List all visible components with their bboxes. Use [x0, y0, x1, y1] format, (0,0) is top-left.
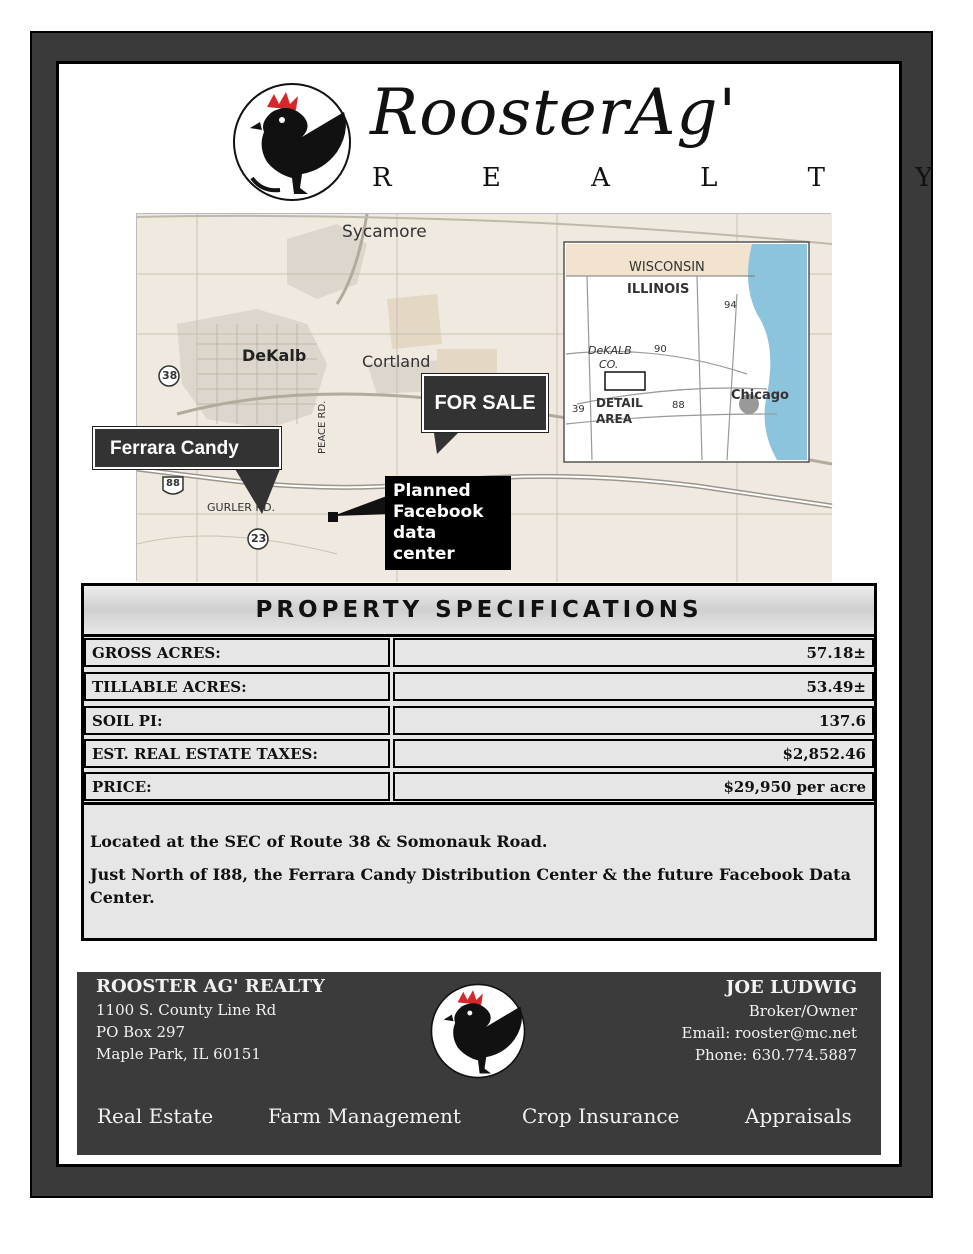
route-88-shield: 88: [166, 478, 180, 489]
inset-label-wisconsin: WISCONSIN: [629, 260, 705, 275]
facebook-line-2: Facebook: [393, 502, 484, 522]
address-line-1: 1100 S. County Line Rd: [96, 1001, 277, 1019]
spec-value: 53.49±: [393, 672, 874, 701]
ferrara-candy-text: Ferrara Candy: [110, 438, 239, 459]
spec-row-gross-acres: [84, 638, 874, 669]
inset-hwy-88: 88: [672, 400, 685, 411]
spec-value: $29,950 per acre: [393, 772, 874, 801]
spec-label: SOIL PI:: [84, 706, 390, 735]
map-label-sycamore: Sycamore: [342, 222, 427, 242]
inset-label-detail-2: AREA: [596, 412, 633, 426]
inset-label-chicago: Chicago: [731, 388, 789, 403]
description-location: Located at the SEC of Route 38 & Somonauk Road.: [90, 832, 548, 851]
route-23-shield: 23: [251, 532, 267, 545]
inset-label-dekalb-co-1: DeKALB: [588, 344, 632, 357]
inset-hwy-39: 39: [572, 404, 585, 415]
specs-header: [84, 586, 874, 637]
spec-row-taxes: [84, 739, 874, 770]
spec-value: 137.6: [393, 706, 874, 735]
spec-row-price: [84, 772, 874, 803]
specs-title: PROPERTY SPECIFICATIONS: [255, 597, 703, 623]
map-label-cortland: Cortland: [362, 352, 431, 371]
for-sale-callout: FOR SALE: [422, 374, 548, 432]
map-label-peace-rd: PEACE RD.: [317, 400, 328, 454]
agent-email: Email: rooster@mc.net: [681, 1024, 857, 1042]
specs-description: [90, 830, 860, 919]
agent-phone: Phone: 630.774.5887: [694, 1046, 857, 1064]
inset-hwy-94: 94: [724, 300, 737, 311]
facebook-line-3: data center: [393, 523, 455, 564]
service-crop-insurance: Crop Insurance: [522, 1104, 680, 1128]
address-line-2: PO Box 297: [96, 1023, 186, 1041]
description-nearby: Just North of I88, the Ferrara Candy Distribution Center & the future Facebook Data Center.: [90, 865, 851, 907]
company-name: ROOSTER AG' REALTY: [96, 976, 325, 997]
facebook-line-1: Planned: [393, 481, 471, 501]
inset-label-illinois: ILLINOIS: [627, 282, 690, 297]
spec-row-soil-pi: [84, 706, 874, 737]
brand-subtitle: R E A L T Y: [372, 163, 973, 193]
location-map: [110, 213, 831, 581]
spec-label: PRICE:: [84, 772, 390, 801]
spec-row-tillable-acres: [84, 672, 874, 703]
service-real-estate: Real Estate: [97, 1104, 214, 1128]
spec-value: 57.18±: [393, 638, 874, 667]
service-appraisals: Appraisals: [745, 1104, 852, 1128]
address-line-3: Maple Park, IL 60151: [96, 1045, 261, 1063]
agent-name: JOE LUDWIG: [725, 977, 857, 998]
agent-contact-block: [682, 976, 858, 1066]
services-list: [77, 1104, 881, 1134]
specs-divider: [84, 802, 874, 805]
inset-hwy-90: 90: [654, 344, 667, 355]
brand-title: RoosterAg': [370, 76, 738, 150]
route-38-shield: 38: [162, 369, 178, 382]
inset-label-dekalb-co-2: CO.: [599, 358, 619, 371]
inset-label-detail-1: DETAIL: [596, 396, 643, 410]
spec-value: $2,852.46: [393, 739, 874, 768]
spec-label: EST. REAL ESTATE TAXES:: [84, 739, 390, 768]
agent-title: Broker/Owner: [748, 1002, 857, 1020]
company-address-block: [96, 975, 325, 1065]
contact-footer: [77, 972, 881, 1155]
service-farm-management: Farm Management: [268, 1104, 461, 1128]
map-label-gurler-rd: GURLER RD.: [207, 501, 276, 514]
rooster-icon: [429, 982, 527, 1080]
facebook-callout: [385, 476, 511, 570]
spec-label: GROSS ACRES:: [84, 638, 390, 667]
property-specifications: [81, 583, 877, 941]
spec-label: TILLABLE ACRES:: [84, 672, 390, 701]
map-label-dekalb: DeKalb: [242, 346, 307, 365]
